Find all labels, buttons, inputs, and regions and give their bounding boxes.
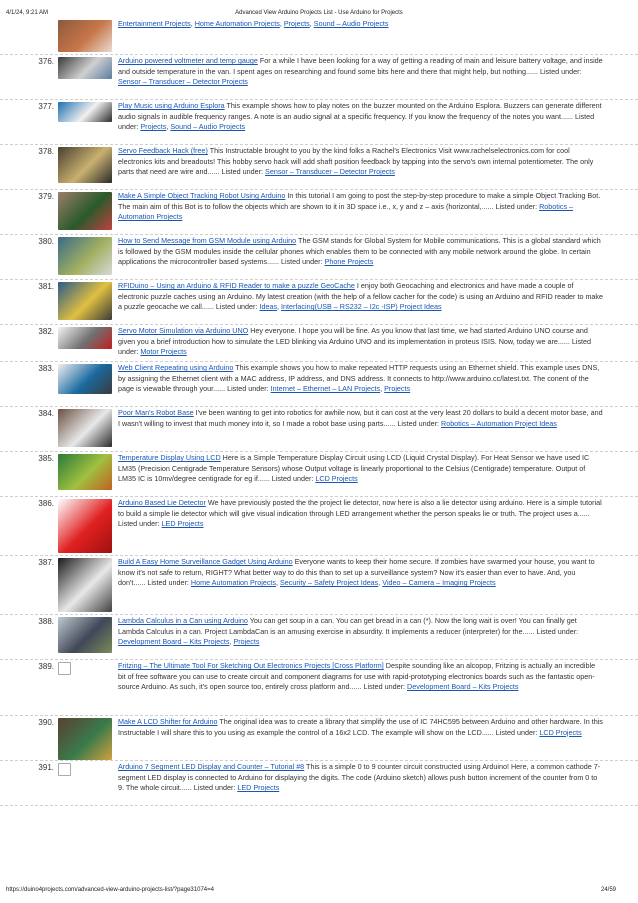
category-link[interactable]: Sound – Audio Projects — [170, 122, 246, 132]
project-description: Here is a Simple Temperature Display Circuit using LCD (Liquid Crystal Display). For Heat Sensor we have used IC LM35 (Precision Centigrade Temperature Sensors) whose Output voltage is linearly proportional to the Celsius (Centigrade) temperature. Output of LM35 IC is 10mv/degree centigrade for eg if...... — [118, 453, 590, 484]
entry-number: 376. — [38, 57, 54, 66]
project-thumbnail[interactable] — [58, 617, 112, 653]
list-item — [0, 325, 638, 362]
project-title-link[interactable]: Make A Simple Object Tracking Robot Using Arduino — [118, 191, 286, 200]
project-list — [0, 18, 638, 806]
category-separator: , — [380, 384, 385, 394]
project-title-link[interactable]: Build A Easy Home Surveillance Gadget Using Arduino — [118, 557, 293, 566]
entry-text — [118, 556, 604, 589]
entry-text — [118, 452, 604, 485]
entry-number: 386. — [38, 499, 54, 508]
category-link[interactable]: Entertainment Projects — [118, 19, 191, 28]
project-title-link[interactable]: Play Music using Arduino Esplora — [118, 101, 225, 110]
category-link[interactable]: Interfacing(USB – RS232 – I2c -ISP) Project Ideas — [281, 302, 442, 312]
list-item — [0, 407, 638, 452]
category-link[interactable]: Projects — [283, 19, 310, 28]
project-thumbnail[interactable] — [58, 499, 112, 553]
entry-text — [118, 362, 604, 395]
print-header — [0, 0, 638, 20]
category-link[interactable]: Development Board – Kits Projects — [118, 637, 230, 647]
list-item — [0, 761, 638, 806]
project-thumbnail[interactable] — [58, 409, 112, 447]
category-link[interactable]: Development Board – Kits Projects — [407, 682, 519, 692]
project-title-link[interactable]: Poor Man's Robot Base — [118, 408, 194, 417]
project-thumbnail[interactable] — [58, 20, 112, 52]
project-thumbnail[interactable] — [58, 558, 112, 612]
entry-number: 380. — [38, 237, 54, 246]
project-thumbnail[interactable] — [58, 718, 112, 760]
project-description: The original idea was to create a library that simplify the use of IC 74HC595 between Arduino and other hardware. In this Instructable I will share this to you using as example the control of a 16x2 LCD. The example will show on the LCD...... — [118, 717, 603, 737]
entry-text — [118, 190, 604, 223]
project-description: This is a simple 0 to 9 counter circuit constructed using Arduino! Here, a common cathode 7-segment LED display is connected to Arduino for displaying the digits. The code (Arduino sketch) allows push button increment of the counter from 0 to 9. The whole circuit...... — [118, 762, 601, 793]
entry-number: 377. — [38, 102, 54, 111]
print-datetime: 4/1/24, 9:21 AM — [6, 10, 49, 16]
entry-text — [118, 660, 604, 693]
category-link[interactable]: Robotics – Automation Projects — [118, 201, 574, 222]
project-thumbnail[interactable] — [58, 282, 112, 320]
listed-under-label: Listed under: — [361, 682, 408, 692]
project-title-link[interactable]: Fritzing – The Ultimate Tool For Sketching Out Electronics Projects [Cross Platform] — [118, 661, 384, 670]
project-title-link[interactable]: How to Send Message from GSM Module using Arduino — [118, 236, 297, 245]
listed-under-label: Listed under: — [118, 519, 162, 529]
entry-text — [118, 100, 604, 133]
project-title-link[interactable]: Make A LCD Shifter for Arduino — [118, 717, 218, 726]
category-link[interactable]: Security – Safety Project Ideas — [280, 578, 379, 588]
project-description: This Instructable brought to you by the kind folks a Rachel's Electronics Visit www.rachelselectronics.com for cool electronics kits and breadouts! This hobby servo hack will add shaft position feedback by tapping into the servo's own internal potentiometer. The only parts that need are wire and...... — [118, 146, 594, 177]
project-description: You can get soup in a can. You can get bread in a can (*). Now the long wait is over! You can finally get Lambda Calculus in a can. Project LambdaCan is an amusing exercise in absurdity. It implements a reducer (interpreter) for the...... — [118, 616, 577, 636]
project-title-link[interactable]: Lambda Calculus in a Can using Arduino — [118, 616, 248, 625]
entry-number: 383. — [38, 364, 54, 373]
entry-text — [118, 235, 604, 268]
project-thumbnail[interactable] — [58, 364, 112, 394]
project-title-link[interactable]: Web Client Repeating using Arduino — [118, 363, 234, 372]
category-link[interactable]: Internet – Ethernet – LAN Projects — [270, 384, 381, 394]
category-link[interactable]: Home Automation Projects — [190, 578, 276, 588]
entry-text — [118, 716, 604, 738]
list-item — [0, 235, 638, 280]
project-title-link[interactable]: Arduino Based Lie Detector — [118, 498, 206, 507]
project-title-link[interactable]: Arduino 7 Segment LED Display and Counter – Tutorial #8 — [118, 762, 305, 771]
project-thumbnail[interactable] — [58, 57, 112, 79]
broken-image-icon[interactable] — [58, 763, 71, 776]
print-url: https://duino4projects.com/advanced-view-arduino-projects-list/?page31074=4 — [6, 887, 214, 893]
project-description: The GSM stands for Global System for Mobile communications. This is a global standard which is followed by the GSM modules inside the cellular phones which enables them to be connected with any mobile network around the globe. In certain applications the microcontroller based systems...... — [118, 236, 601, 267]
category-link[interactable]: Projects — [384, 384, 411, 394]
category-separator: , — [166, 122, 171, 132]
list-item — [0, 615, 638, 660]
print-page-title: Advanced View Arduino Projects List - Use Arduino for Projects — [235, 10, 403, 16]
entry-text — [118, 615, 604, 648]
category-link[interactable]: Projects — [233, 637, 260, 647]
list-item — [0, 497, 638, 556]
entry-text — [118, 55, 604, 88]
list-item — [0, 190, 638, 235]
category-link[interactable]: Sound – Audio Projects — [313, 19, 389, 28]
category-separator: , — [277, 302, 282, 312]
print-page-number: 24/59 — [600, 887, 616, 893]
project-title-link[interactable]: Temperature Display Using LCD — [118, 453, 221, 462]
category-separator: , — [309, 19, 314, 28]
list-item — [0, 716, 638, 761]
entry-number: 390. — [38, 718, 54, 727]
entry-number: 382. — [38, 327, 54, 336]
entry-text — [118, 18, 604, 30]
category-link[interactable]: Phone Projects — [324, 257, 374, 267]
category-separator: , — [279, 19, 284, 28]
category-link[interactable]: Video – Camera – Imaging Projects — [382, 578, 496, 588]
project-description: In this tutorial I am going to post the step-by-step procedure to make a simple Object Tracking Bot. The main aim of this Bot is to follow the objects which are shown to it in 3D space i.e., x, y and z – axis (horizontal,...... — [118, 191, 601, 211]
entry-number: 389. — [38, 662, 54, 671]
entry-number: 387. — [38, 558, 54, 567]
project-title-link[interactable]: Servo Feedback Hack (free) — [118, 146, 208, 155]
project-description: For a while I have been looking for a way of getting a reading of main and leisure battery voltage, and inside and outside temperature in the van. I spent ages on researching and found some bits here and there that might help, but nothing...... — [118, 56, 603, 76]
category-separator: , — [378, 578, 383, 588]
broken-image-icon[interactable] — [58, 662, 71, 675]
entry-number: 385. — [38, 454, 54, 463]
entry-number: 384. — [38, 409, 54, 418]
project-description: Everyone wants to keep their home secure. If zombies have swarmed your house, you want to know it's not safe to return, RIGHT? What better way to do this than to set up a surveillance system? Now it's easier than ever to have. And, you don't...... — [118, 557, 595, 588]
listed-under-label: Listed under: — [279, 257, 325, 267]
list-item — [0, 452, 638, 497]
project-description: This example shows you how to make repeated HTTP requests using an Ethernet shield. This example uses DNS, by assigning the Ethernet client with a MAC address, IP address, and DNS address. It connects to http://www.arduino.cc/latest.txt. The conent of the page is viewable through your...... — [118, 363, 600, 394]
entry-number: 378. — [38, 147, 54, 156]
print-footer — [0, 883, 638, 903]
listed-under-label: Listed under: — [213, 302, 260, 312]
entry-text — [118, 407, 604, 429]
project-thumbnail[interactable] — [58, 454, 112, 490]
list-item — [0, 280, 638, 325]
listed-under-label: Listed under: — [395, 418, 441, 428]
listed-under-label: Listed under: — [145, 578, 191, 588]
entry-text — [118, 497, 604, 530]
category-link[interactable]: Sensor – Transducer – Detector Projects — [265, 167, 395, 177]
project-thumbnail[interactable] — [58, 102, 112, 122]
category-link[interactable]: LCD Projects — [315, 474, 358, 484]
category-separator: , — [229, 637, 234, 647]
project-description: This example shows how to play notes on the buzzer mounted on the Arduino Esplora. Buzzers can generate different audio signals in audible frequency ranges. A note is an audio signal at a specific frequency. If you know the frequency of the notes you want...... — [118, 101, 602, 121]
listed-under-label: Listed under: — [534, 626, 579, 636]
project-thumbnail[interactable] — [58, 327, 112, 349]
category-link[interactable]: Ideas — [259, 302, 278, 312]
project-title-link[interactable]: Arduino powered voltmeter and temp gauge — [118, 56, 258, 65]
list-item — [0, 18, 638, 55]
listed-under-label: Listed under: — [219, 167, 266, 177]
entry-text — [118, 761, 604, 794]
list-item — [0, 660, 638, 716]
listed-under-label: Listed under: — [118, 111, 595, 132]
project-thumbnail[interactable] — [58, 147, 112, 183]
list-item — [0, 55, 638, 100]
project-description: We have previously posted the the project lie detector, now here is also a lie detector using arduino. Here is a simple tutorial to build a simple lie detector which will give visual indication through LED arrangement whether the person speaks lie or truth. The project uses a...... — [118, 498, 602, 518]
category-link[interactable]: Motor Projects — [140, 347, 187, 357]
list-item — [0, 556, 638, 615]
category-link[interactable]: Sensor – Transducer – Detector Projects — [118, 77, 248, 87]
category-separator: , — [190, 19, 195, 28]
project-thumbnail[interactable] — [58, 192, 112, 230]
listed-under-label: Listed under: — [493, 201, 540, 211]
category-link[interactable]: Robotics – Automation Project Ideas — [441, 418, 557, 428]
category-link[interactable]: LED Projects — [161, 519, 204, 529]
entry-number: 391. — [38, 763, 54, 772]
project-description: Despite sounding like an alcopop, Fritzing is actually an incredible bit of free software you can use to create circuit and component diagrams for use with rapid-prototyping electronics boards such as the fantastic open-source Arduino. As such, it's open source too, entirely cross platform and...... — [118, 661, 596, 692]
project-description: I've been wanting to get into robotics for awhile now, but it can cost at the very least 20 dollars to build a decent motor base, and I wasn't willing to invest that much money into it, so I made a robot base using parts...... — [118, 408, 603, 428]
listed-under-label: Listed under: — [225, 384, 271, 394]
listed-under-label: Listed under: — [118, 336, 592, 357]
list-item — [0, 100, 638, 145]
project-description: I enjoy both Geocaching and electronics and have made a couple of electronic puzzle caches using an Arduino. My latest creation (with the help of a fellow cacher for the code) is using an Arduino and RFID reader to make a puzzle geocache we call...... — [118, 281, 604, 312]
entry-text — [118, 145, 604, 178]
category-link[interactable]: Projects — [140, 122, 167, 132]
category-link[interactable]: LED Projects — [237, 783, 280, 793]
listed-under-label: Listed under: — [537, 66, 582, 76]
category-link[interactable]: Home Automation Projects — [194, 19, 280, 28]
category-link[interactable]: LCD Projects — [539, 727, 582, 737]
listed-under-label: Listed under: — [269, 474, 316, 484]
entry-number: 379. — [38, 192, 54, 201]
listed-under-label: Listed under: — [191, 783, 238, 793]
project-title-link[interactable]: RFIDuino – Using an Arduino & RFID Reader to make a puzzle GeoCache — [118, 281, 355, 290]
entry-text — [118, 280, 604, 313]
entry-text — [118, 325, 604, 358]
project-description: Hey everyone. I hope you will be fine. As you know that last time, we had started Arduino UNO course and given you a brief introduction how to simulate the LED blinking via Arduino UNO and its implementation in proteus ISIS. Now, today we are...... — [118, 326, 588, 346]
listed-under-label: Listed under: — [493, 727, 540, 737]
project-thumbnail[interactable] — [58, 237, 112, 275]
category-separator: , — [276, 578, 280, 588]
project-title-link[interactable]: Servo Motor Simulation via Arduino UNO — [118, 326, 249, 335]
entry-number: 381. — [38, 282, 54, 291]
list-item — [0, 145, 638, 190]
entry-number: 388. — [38, 617, 54, 626]
list-item — [0, 362, 638, 407]
